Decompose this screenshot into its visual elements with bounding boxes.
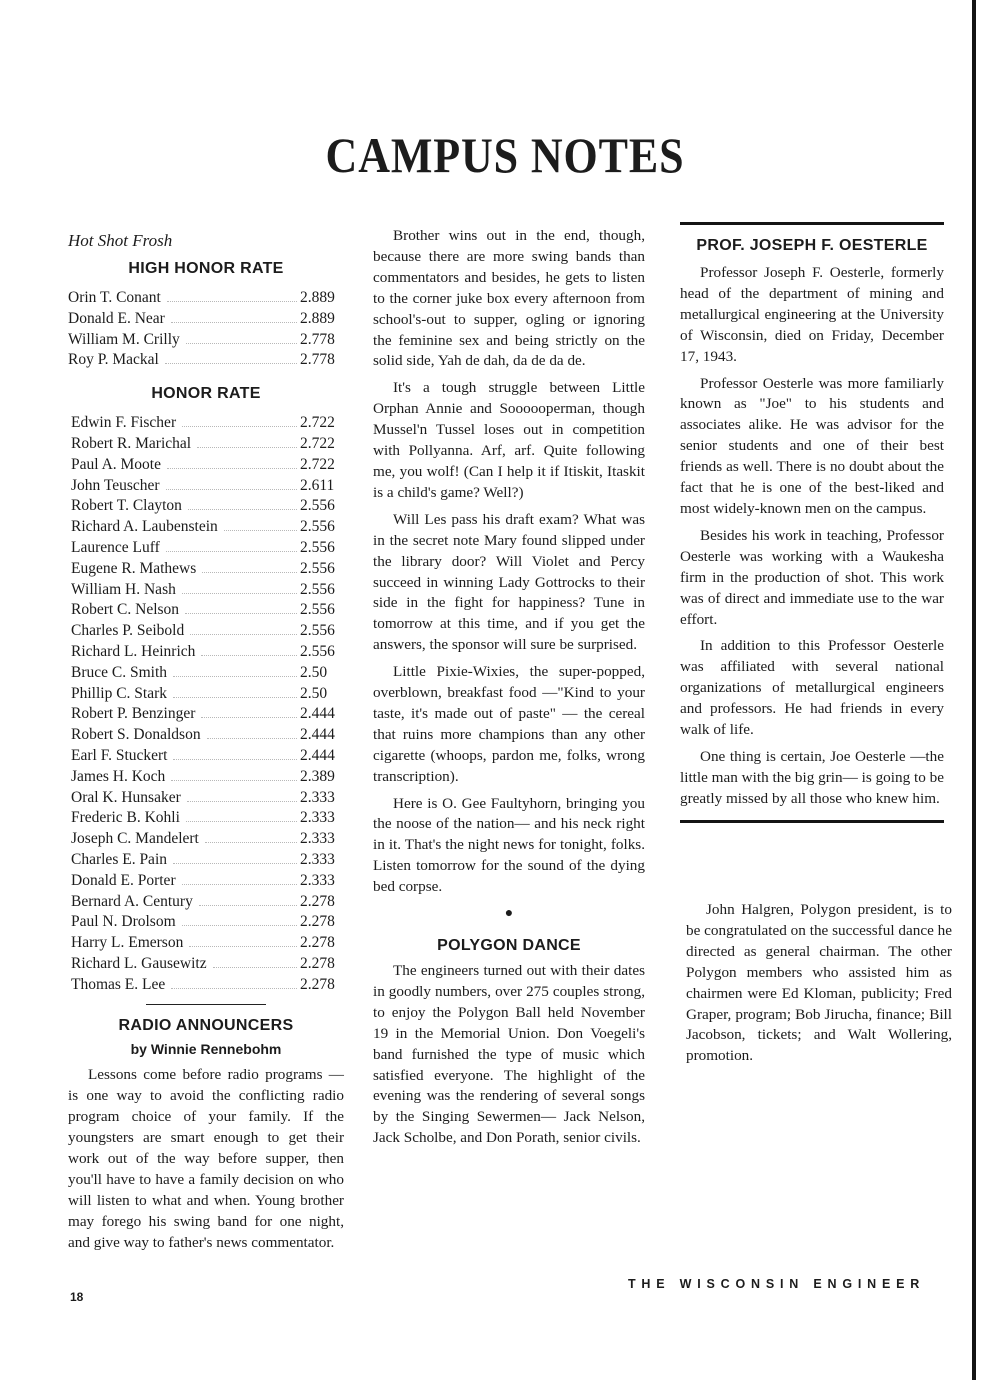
- student-name: John Teuscher: [71, 476, 160, 494]
- dot-leader: [185, 613, 297, 614]
- student-name: Edwin F. Fischer: [71, 414, 177, 432]
- student-name: James H. Koch: [71, 767, 166, 785]
- student-name: Donald E. Near: [68, 309, 165, 327]
- grade-point: 2.333: [300, 809, 335, 827]
- dot-leader: [171, 988, 297, 989]
- dot-leader: [213, 967, 297, 968]
- dot-leader: [186, 821, 297, 822]
- student-name: Orin T. Conant: [68, 289, 161, 306]
- grade-point: 2.556: [300, 580, 335, 598]
- oesterle-paragraph: In addition to this Professor Oesterle was affiliated with several national organizations of metallurgical engineers and professors. He had friends in every walk of life.: [680, 637, 944, 739]
- page-edge-border: [972, 0, 976, 1380]
- rate-row: [68, 288, 344, 309]
- rate-row: [71, 975, 344, 996]
- dot-leader: [173, 697, 297, 698]
- rate-row: [71, 933, 344, 954]
- high-honor-heading: HIGH HONOR RATE: [128, 260, 284, 277]
- dot-leader: [189, 946, 297, 947]
- student-name: Laurence Luff: [71, 538, 160, 556]
- rate-row: [71, 746, 344, 767]
- polygon-paragraph: John Halgren, Polygon president, is to be congratulated on the successful dance he directed as general chairman. The other Polygon members who assisted him as chairmen were Ed Kloman, publicity; Fred Graper, program; Bob Jirucha, finance; Bill Jacobson, tickets; and Walt Wollering, promotion.: [686, 901, 952, 1065]
- rate-row: [71, 559, 344, 580]
- dot-leader: [171, 780, 297, 781]
- student-name: Oral K. Hunsaker: [71, 788, 181, 806]
- page-number: 18: [70, 1290, 84, 1304]
- grade-point: 2.556: [300, 622, 335, 640]
- section-divider: [146, 1004, 266, 1005]
- rate-row: [71, 871, 344, 892]
- oesterle-paragraph: Professor Joseph F. Oesterle, formerly head of the department of mining and metallurgical engineering at the University of Wisconsin, died on Friday, December 17, 1943.: [680, 264, 944, 365]
- section-rule-bottom: [680, 820, 944, 823]
- grade-point: 2.778: [300, 351, 335, 369]
- student-name: Robert R. Marichal: [71, 434, 192, 452]
- section-rule-top: [680, 222, 944, 225]
- rate-row: [71, 704, 344, 725]
- column-right: [680, 222, 944, 823]
- polygon-heading: POLYGON DANCE: [437, 937, 581, 954]
- grade-point: 2.444: [300, 726, 335, 744]
- student-name: Bruce C. Smith: [71, 663, 168, 681]
- student-name: Charles E. Pain: [71, 850, 167, 868]
- dot-leader: [224, 530, 297, 531]
- oesterle-heading: PROF. JOSEPH F. OESTERLE: [696, 237, 928, 254]
- page-title: CAMPUS NOTES: [325, 126, 685, 183]
- dot-leader: [173, 759, 297, 760]
- rate-row: [71, 808, 344, 829]
- student-name: Eugene R. Mathews: [71, 559, 197, 577]
- dot-leader: [201, 717, 297, 718]
- dot-leader: [190, 634, 297, 635]
- student-name: Robert T. Clayton: [71, 497, 182, 515]
- honor-list: [68, 413, 344, 995]
- dot-leader: [173, 676, 297, 677]
- bullet-separator: ●: [504, 906, 514, 922]
- dot-leader: [182, 925, 297, 926]
- dot-leader: [186, 343, 297, 344]
- radio-paragraph: Will Les pass his draft exam? What was in the secret note Mary found slipped under the library door? Will Violet and Percy succeed in winning Lady Gottrocks to their side in the fight for happiness? Tune in tomorrow at this time, and if you get the answers, the sponsor will sure be surprised.: [373, 510, 645, 654]
- oesterle-paragraph: Professor Oesterle was more familiarly known as "Joe" to his students and associates alike. He was advisor for the senior students and one of their best friends as well. There is no doubt about the fact that he is one of the best-liked and most widely-known men on the campus.: [680, 374, 944, 517]
- rate-row: [71, 850, 344, 871]
- grade-point: 2.611: [300, 476, 335, 494]
- grade-point: 2.556: [300, 518, 335, 536]
- student-name: William M. Crilly: [68, 330, 180, 348]
- rate-row: [71, 538, 344, 559]
- radio-byline: by Winnie Rennebohm: [130, 1040, 282, 1057]
- student-name: Charles P. Seibold: [71, 622, 185, 640]
- rate-row: [71, 600, 344, 621]
- rate-row: [71, 829, 344, 850]
- dot-leader: [166, 551, 297, 552]
- rate-row: [68, 330, 344, 351]
- rate-row: [71, 413, 344, 434]
- dot-leader: [167, 468, 297, 469]
- student-name: Phillip C. Stark: [71, 684, 168, 702]
- grade-point: 2.722: [300, 414, 335, 432]
- grade-point: 2.444: [300, 746, 335, 764]
- dot-leader: [187, 801, 297, 802]
- grade-point: 2.556: [300, 642, 335, 660]
- student-name: Robert S. Donaldson: [71, 726, 201, 744]
- dot-leader: [166, 489, 297, 490]
- grade-point: 2.778: [300, 330, 335, 348]
- grade-point: 2.50: [300, 684, 328, 702]
- student-name: Frederic B. Kohli: [71, 809, 180, 827]
- student-name: Robert P. Benzinger: [71, 705, 196, 723]
- column-left: [68, 230, 344, 1260]
- rate-row: [71, 912, 344, 933]
- grade-point: 2.889: [300, 289, 335, 306]
- grade-point: 2.556: [300, 559, 335, 577]
- dot-leader: [167, 301, 297, 302]
- student-name: Paul N. Drolsom: [71, 913, 176, 931]
- grade-point: 2.333: [300, 788, 335, 806]
- rate-row: [71, 434, 344, 455]
- grade-point: 2.556: [300, 497, 335, 515]
- radio-paragraph: Little Pixie-Wixies, the super-popped, overblown, breakfast food —"Kind to your taste, it's made out of paste" — the cereal that ruins more champions than any other cigarette (whoops, pardon me, folks, wrong transcription).: [373, 663, 645, 785]
- radio-heading: RADIO ANNOUNCERS: [118, 1016, 294, 1034]
- student-name: Joseph C. Mandelert: [71, 830, 199, 848]
- dot-leader: [182, 593, 297, 594]
- student-name: Richard A. Laubenstein: [71, 518, 218, 536]
- radio-paragraph: Here is O. Gee Faultyhorn, bringing you the noose of the nation— and his neck right in it. That's the night news for tonight, folks. Listen tomorrow for the sound of the dying bed corpse.: [373, 794, 645, 896]
- grade-point: 2.50: [300, 663, 328, 681]
- dot-leader: [202, 572, 297, 573]
- grade-point: 2.389: [300, 767, 335, 785]
- rate-row: [68, 350, 344, 371]
- footer-publication-title: THE WISCONSIN ENGINEER: [628, 1277, 926, 1291]
- dot-leader: [197, 447, 297, 448]
- rate-row: [71, 684, 344, 705]
- oesterle-paragraph: Besides his work in teaching, Professor Oesterle was working with a Waukesha firm in the production of shot. This work was of direct and immediate use to the war effort.: [680, 526, 944, 628]
- grade-point: 2.278: [300, 954, 335, 972]
- grade-point: 2.444: [300, 705, 335, 723]
- student-name: Bernard A. Century: [71, 892, 193, 910]
- rate-row: [71, 954, 344, 975]
- grade-point: 2.333: [300, 830, 335, 848]
- grade-point: 2.333: [300, 871, 335, 889]
- grade-point: 2.722: [300, 455, 335, 473]
- radio-paragraph: It's a tough struggle between Little Orphan Annie and Soooooperman, though Mussel'n Tussel loses out in competition with Pollyanna. Arf, arf. Quite following me, you wolf! (Can I help it if Itiskit, Itaskit is a child's game? Well?): [373, 379, 645, 501]
- high-honor-list: [68, 288, 344, 371]
- rate-row: [71, 663, 344, 684]
- honors-kicker: Hot Shot Frosh: [68, 231, 173, 250]
- grade-point: 2.278: [300, 913, 335, 931]
- dot-leader: [165, 363, 297, 364]
- student-name: Richard L. Heinrich: [71, 642, 196, 660]
- rate-row: [71, 788, 344, 809]
- dot-leader: [199, 905, 297, 906]
- dot-leader: [182, 884, 297, 885]
- grade-point: 2.556: [300, 538, 335, 556]
- rate-row: [71, 455, 344, 476]
- rate-row: [68, 309, 344, 330]
- student-name: Roy P. Mackal: [68, 351, 159, 369]
- honor-heading: HONOR RATE: [151, 385, 261, 403]
- dot-leader: [207, 738, 297, 739]
- rate-row: [71, 517, 344, 538]
- grade-point: 2.889: [300, 309, 335, 327]
- grade-point: 2.556: [300, 601, 335, 619]
- rate-row: [71, 892, 344, 913]
- student-name: Paul A. Moote: [71, 455, 161, 473]
- grade-point: 2.278: [300, 975, 335, 993]
- dot-leader: [205, 842, 297, 843]
- rate-row: [71, 621, 344, 642]
- grade-point: 2.278: [300, 892, 335, 910]
- oesterle-paragraph: One thing is certain, Joe Oesterle —the little man with the big grin— is going to be greatly missed by all those who knew him.: [680, 747, 944, 807]
- dot-leader: [173, 863, 297, 864]
- student-name: Richard L. Gausewitz: [71, 954, 207, 972]
- grade-point: 2.722: [300, 434, 335, 452]
- rate-row: [71, 725, 344, 746]
- column-right-continued: [686, 900, 952, 1073]
- student-name: Robert C. Nelson: [71, 601, 180, 619]
- rate-row: [71, 476, 344, 497]
- grade-point: 2.278: [300, 934, 335, 952]
- dot-leader: [182, 426, 297, 427]
- polygon-paragraph: The engineers turned out with their dates in goodly numbers, over 275 couples strong, to enjoy the Polygon Ball held November 19 in the Memorial Union. Don Voegeli's band furnished the type of music which satisfied everyone. The highlight of the evening was the rendering of several songs by the Singing Sewermen— Jack Nelson, Jack Scholbe, and Don Porath, senior civils.: [373, 962, 645, 1147]
- rate-row: [71, 767, 344, 788]
- dot-leader: [188, 509, 297, 510]
- rate-row: [71, 642, 344, 663]
- student-name: Earl F. Stuckert: [71, 746, 168, 764]
- dot-leader: [171, 322, 297, 323]
- column-middle: [373, 226, 645, 1155]
- radio-paragraph: Brother wins out in the end, though, because there are more swing bands than commentators and besides, he gets to listen to the corner juke box every afternoon from school's-out to supper, ogling or ignoring the feminine sex and being strictly on the solid side, Yah de dah, da de da de.: [373, 227, 645, 370]
- student-name: Harry L. Emerson: [71, 934, 184, 952]
- rate-row: [71, 580, 344, 601]
- dot-leader: [201, 655, 297, 656]
- radio-paragraph: Lessons come before radio programs — is one way to avoid the conflicting radio program choice of your family. If the youngsters are smart enough to get their work out of the way before supper, then you'll have to have a family decision on who will listen to what and when. Young brother may forego his swing band for one night, and give way to father's news commentator.: [68, 1066, 344, 1251]
- student-name: Donald E. Porter: [71, 871, 176, 889]
- rate-row: [71, 496, 344, 517]
- grade-point: 2.333: [300, 850, 335, 868]
- student-name: William H. Nash: [71, 580, 176, 598]
- student-name: Thomas E. Lee: [71, 975, 166, 993]
